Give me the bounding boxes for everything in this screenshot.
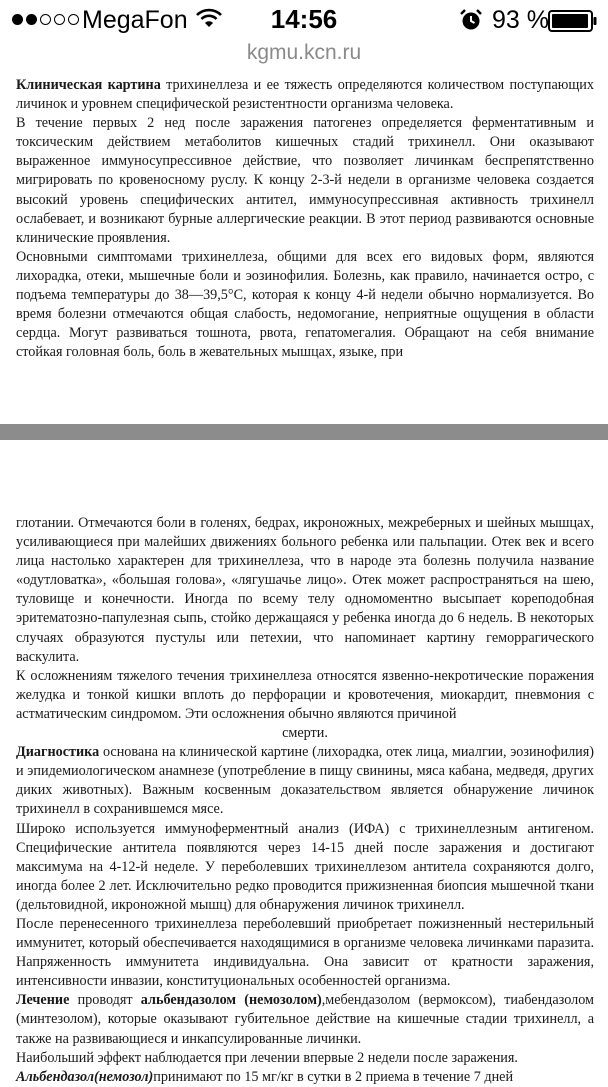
page-divider bbox=[0, 424, 608, 440]
paragraph: Лечение проводят альбендазолом (немозолом),мебендазолом (вермоксом), тиабендазолом (минтезолом), которые оказывают губительное действие на кишечные стадии трихинелл, а также на развивающиеся и инкапсулированные личинки. bbox=[16, 992, 594, 1047]
carrier-name: MegaFon bbox=[82, 6, 188, 34]
paragraph: После перенесенного трихинеллеза переболевший приобретает пожизненный нестерильный иммунитет, который обеспечивается находящимися в организме человека личинками паразита. Напряженность иммунитета индивидуальна. Она зависит от кратности заражения, интенсивности инвазии, конституциональных особенностей организма. bbox=[16, 915, 594, 990]
paragraph: В течение первых 2 нед после заражения патогенез определяется ферментативным и токсическим действием метаболитов кишечных стадий трихинелл. Они оказывают выраженное иммуносупрессивное действие, что позволяет личинкам беспрепятственно мигрировать по кровеносному руслу. К концу 2-3-й недели в организме человека создается высокий уровень специфических антител, иммуносупрессивная активность трихинелл ослабевает, и возникают бурные аллергические реакции. В этот период развиваются основные клинические проявления. bbox=[16, 115, 594, 246]
alarm-clock-icon bbox=[459, 8, 483, 32]
paragraph: Альбендазол(немозол)принимают по 15 мг/кг в сутки в 2 приема в течение 7 дней bbox=[16, 1068, 514, 1085]
status-bar bbox=[0, 0, 608, 40]
paragraph: Наибольший эффект наблюдается при лечении впервые 2 недели после заражения. bbox=[16, 1049, 518, 1066]
paragraph: Диагностика основана на клинической картине (лихорадка, отек лица, миалгии, эозинофилия) и эпидемиологическом анамнезе (употребление в пищу свинины, мяса кабана, медведя, других диких животных). Важным косвенным доказательством является обнаружение личинок трихинелл в сохранившемся мясе. bbox=[16, 744, 594, 818]
clinical-heading: Клиническая картина bbox=[16, 77, 161, 93]
paragraph: К осложнениям тяжелого течения трихинеллеза относятся язвенно-некротические поражения желудка и тонкой кишки вплоть до перфорации и кровотечения, миокардит, пневмония с астматическим синдромом. Эти осложнения обычно являются причиной bbox=[16, 667, 594, 722]
battery-percentage: 93 % bbox=[492, 6, 549, 34]
paragraph: Клиническая картина трихинеллеза и ее тяжесть определяются количеством поступающих личинок и уровнем специфической резистентности организма человека. bbox=[16, 77, 594, 113]
paragraph: глотании. Отмечаются боли в голенях, бедрах, икроножных, межреберных и шейных мышцах, усиливающиеся при малейших движениях больного ребенка или пальпации. Отек век и всего лица настолько характерен для трихинеллеза, что в народе эта болезнь получила название «одутловатка», «большая голова», «лягушачье лицо». Отек может распространяться на шею, туловище и конечности. Иногда по всему телу одномоментно высыпает кореподобная эритематозно-папулезная сыпь, стойко держащаяся у ребенка иногда до 6 недель. В некоторых случаях образуются пустулы или петехии, что напоминает картину геморрагического васкулита. bbox=[16, 515, 594, 665]
diagnostics-heading: Диагностика bbox=[16, 744, 100, 761]
treatment-heading: Лечение bbox=[16, 992, 70, 1009]
battery-icon bbox=[548, 10, 598, 32]
clock-time: 14:56 bbox=[270, 4, 338, 34]
drug-name-italic: Альбендазол(немозол) bbox=[16, 1068, 154, 1085]
url-text: kgmu.kcn.ru bbox=[246, 41, 362, 64]
document-page-2 bbox=[16, 514, 594, 1087]
drug-name-bold: альбендазолом (немозолом) bbox=[140, 992, 322, 1009]
document-page-1 bbox=[16, 76, 594, 362]
paragraph: Широко используется иммуноферментный анализ (ИФА) с трихинеллезным антигеном. Специфические антитела появляются через 14-15 дней после заражения и достигают максимума на 4-12-й неделе. У переболевших трихинеллезом антитела сохраняются долго, иногда более 2 лет. Исключительно редко проводится прижизненная биопсия мышечной ткани (дельтовидной, икроножной мышц) для обнаружения личинок трихинелл. bbox=[16, 820, 594, 913]
paragraph: Основными симптомами трихинеллеза, общими для всех его видовых форм, являются лихорадка, отеки, мышечные боли и эозинофилия. Болезнь, как правило, начинается остро, с подъема температуры до 38—39,5°С, которая к концу 4-й недели обычно нормализуется. Во время болезни отмечаются общая слабость, недомогание, неприятные ощущения в области сердца. Могут развиваться тошнота, рвота, гепатомегалия. Обращают на себя внимание стойкая головная боль, боль в жевательных мышцах, языке, при bbox=[16, 248, 594, 361]
url-bar[interactable] bbox=[0, 40, 608, 72]
paragraph-tail: смерти. bbox=[282, 725, 328, 742]
